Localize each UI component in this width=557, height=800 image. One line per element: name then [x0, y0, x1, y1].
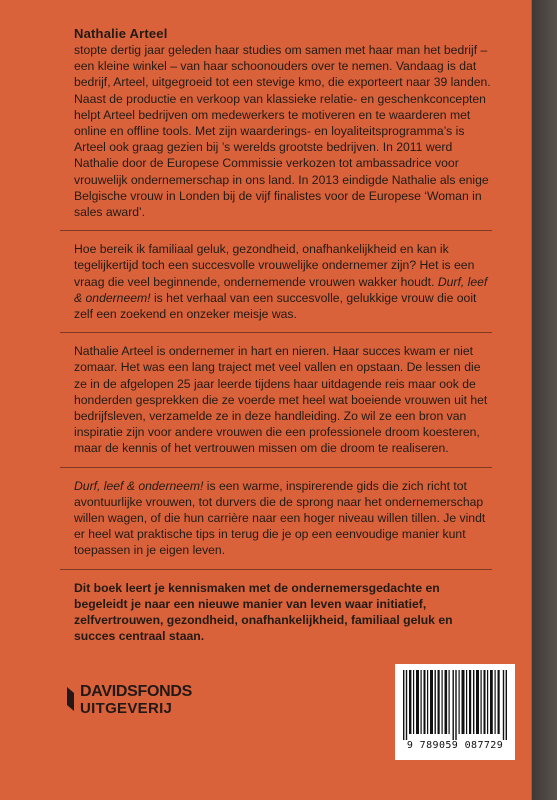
intro-outro-text: is het verhaal van een succesvolle, gelukkige vrouw die ooit zelf een zoekend en onzeker meisje was.	[74, 290, 477, 322]
story-paragraph: Nathalie Arteel is ondernemer in hart en nieren. Haar succes kwam er niet zomaar. Het was een lang traject met veel vallen en opstaan. De lessen die ze in de afgelopen 25 jaar leerde tijdens haar uitdagende reis maar ook de honderden gesprekken die ze voerde met heel wat boeiende vrouwen uit het bedrijfsleven, verzamelde ze in deze handleiding. Zo wil ze een bron van inspiratie zijn voor andere vrouwen die een professionele droom koesteren, maar de kennis of het vertrouwen missen om die droom te realiseren.	[74, 344, 488, 456]
author-bio: stopte dertig jaar geleden haar studies om samen met haar man het bedrijf – een kleine winkel – van haar schoonouders over te nemen. Vandaag is dat bedrijf, Arteel, uitgegroeid tot een stevige kmo, die exporteert naar 39 landen. Naast de productie en verkoop van klassieke relatie- en geschenkconcepten helpt Arteel bedrijven om medewerkers te motiveren en te waarderen met online en offline tools. Met zijn waarderings- en loyaliteitsprogramma’s is Arteel ook graag gezien bij ’s werelds grootste bedrijven. In 2011 werd Nathalie door de Europese Commissie verkozen tot ambassadrice voor vrouwelijk ondernemerschap in ons land. In 2013 eindigde Nathalie als enige Belgische vrouw in Londen bij de vijf finalistes voor de Europese ‘Woman in sales award’.	[74, 43, 491, 220]
section-divider	[60, 332, 492, 333]
section-divider	[60, 569, 492, 570]
section-divider	[60, 467, 492, 468]
intro-text: Hoe bereik ik familiaal geluk, gezondheid, onafhankelijkheid en kan ik tegelijkertijd toch een succesvolle vrouwelijke ondernemer zijn? Het is een vraag die veel beginnende, ondernemende vrouwen wakker houdt.	[74, 242, 475, 289]
barcode-bars	[403, 670, 507, 740]
summary-paragraph: Dit boek leert je kennismaken met de ondernemersgedachte en begeleidt je naar een nieuwe manier van leven waar initiatief, zelfvertrouwen, gezondheid, onafhankelijkheid, familiaal geluk en succes centraal staan.	[74, 580, 453, 644]
book-title-italic: Durf, leef & onderneem!	[74, 274, 488, 305]
davidsfonds-logo-icon	[66, 685, 76, 713]
book-title-italic: Durf, leef & onderneem!	[74, 478, 204, 493]
guide-paragraph	[74, 478, 492, 559]
back-cover-text	[74, 26, 492, 645]
section-divider	[60, 230, 492, 231]
guide-text: is een warme, inspirerende gids die zich richt tot avontuurlijke vrouwen, tot durvers die de sprong naar het ondernemerschap willen wagen, of die hun carrière naar een hoger niveau willen tillen. Je vindt er heel wat praktische tips in terug die je op een eenvoudige manier kunt toepassen in je eigen leven.	[74, 478, 486, 558]
publisher-name: DAVIDSFONDS	[80, 683, 192, 700]
isbn-digits: 9 789059 087729	[406, 740, 504, 751]
author-name: Nathalie Arteel	[74, 26, 168, 41]
intro-paragraph	[74, 241, 492, 322]
publisher-logo	[66, 683, 216, 723]
isbn-barcode	[395, 664, 515, 760]
publisher-subtitle: UITGEVERIJ	[80, 700, 173, 717]
page-edge-shadow	[532, 0, 557, 800]
